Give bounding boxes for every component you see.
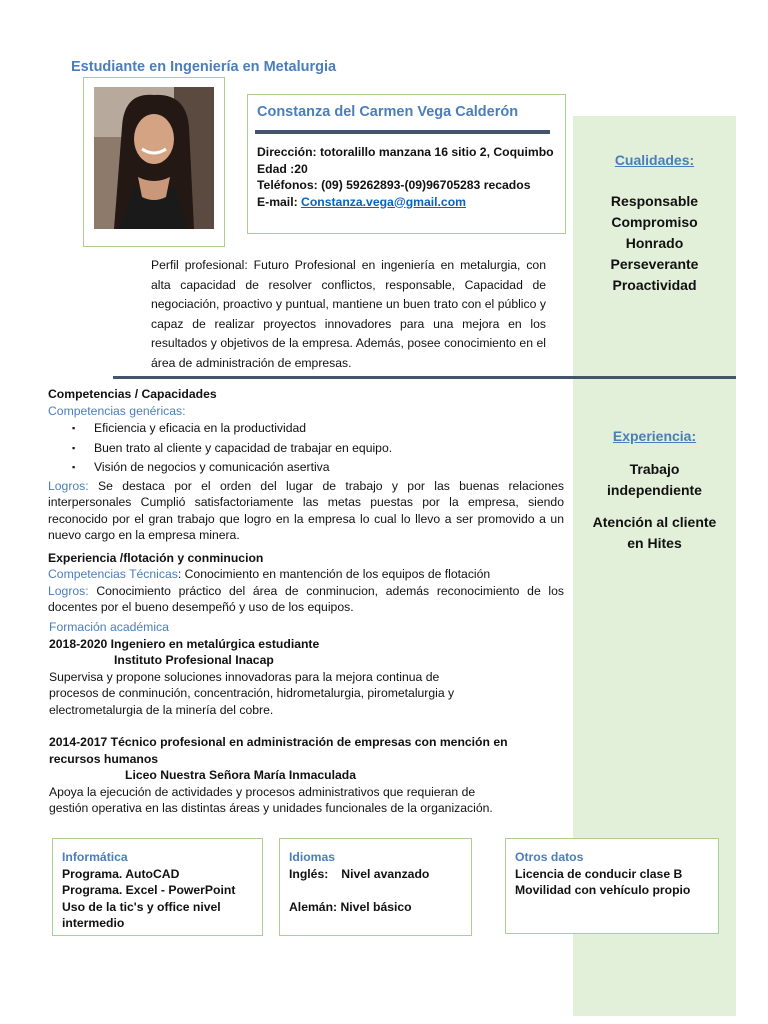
quality-item: Honrado [625,235,684,251]
generic-competencies-title: Competencias genéricas: [48,403,186,418]
education-description: electrometalurgia de la minería del cobre. [49,702,274,717]
informatica-line: Uso de la tic's y office nivel [62,899,221,914]
otros-box [505,838,719,934]
idiomas-box [279,838,472,936]
address: Dirección: totoralillo manzana 16 sitio 2, Coquimbo [257,145,554,159]
generic-competencies-list [48,419,564,478]
technical-competencies: Competencias Técnicas: Conocimiento en mantención de los equipos de flotación [48,567,491,581]
education-title: Formación académica [49,620,169,634]
informatica-line: Programa. AutoCAD [62,866,180,881]
experience-item: Atención al cliente en Hites [592,514,717,551]
otros-line: Movilidad con vehículo propio [515,883,691,897]
achievements-label: Logros: [48,478,89,493]
qualities-title: Cualidades: [614,152,695,168]
list-item: ▪ Visión de negocios y comunicación asertiva [48,458,564,478]
email-row [257,194,554,211]
competencies-section [48,386,564,616]
education-description: procesos de conminución, concentración, hidrometalurgia, pirometalurgia y [49,686,455,700]
education-entry-title: 2014-2017 Técnico profesional en administración de empresas con mención en [49,735,508,749]
informatica-line: intermedio [62,916,125,930]
quality-item: Perseverante [610,256,699,272]
english-row: Inglés: Nivel avanzado [289,866,430,881]
portrait-image [94,87,214,229]
achievements-2: Logros: Conocimiento práctico del área de conminucion, además reconocimiento de los docentes por el bueno desempeñó y uso de los equipos. [48,583,564,614]
achievements: Logros: Se destaca por el orden del lugar de trabajo y por las buenas relaciones interpersonales Cumplió satisfactoriamente las metas puestas por la empresa, siendo reconocido por el gran trabajo que logro en la empresa lo cual lo llevo a ser promovido a un nuevo cargo en la empresa minera. [48,478,564,542]
education-description: Apoya la ejecución de actividades y procesos administrativos que requieran de [49,784,476,799]
name-divider [255,130,550,134]
experience-title: Experiencia: [612,428,697,444]
contact-info [257,144,554,210]
age: Edad :20 [257,161,308,176]
profile-summary: Perfil profesional: Futuro Profesional en ingeniería en metalurgia, con alta capacidad de resolver conflictos, responsable, Capacidad de negociación, proactivo y puntual, mantiene un buen trato con el público y capaz de realizar proyectos innovadores para una mejora en los resultados y objetivos de la empresa. Además, posee conocimiento en el área de administración de empresas. [151,258,546,370]
otros-title: Otros datos [515,850,584,864]
education-section [49,619,569,817]
list-item: ▪ Buen trato al cliente y capacidad de trabajar en equipo. [48,439,564,459]
bullet-icon: ▪ [72,423,76,433]
phones: Teléfonos: (09) 59262893-(09)96705283 recados [257,178,531,192]
informatica-title: Informática [62,850,128,864]
education-description: gestión operativa en las distintas áreas y unidades funcionales de la organización. [49,801,493,815]
german-row: Alemán: Nivel básico [289,899,412,914]
idiomas-title: Idiomas [289,850,336,864]
candidate-name: Constanza del Carmen Vega Calderón [257,104,519,120]
email-label: E-mail: [257,194,302,209]
headline: Estudiante en Ingeniería en Metalurgia [71,59,337,75]
quality-item: Responsable [610,193,699,209]
profile-photo [94,87,214,229]
quality-item: Proactividad [612,277,697,293]
education-institution: Liceo Nuestra Señora María Inmaculada [125,768,356,782]
bullet-icon: ▪ [72,462,76,472]
competencies-title: Competencias / Capacidades [48,387,217,401]
informatica-box [52,838,263,936]
email-link[interactable]: Constanza.vega@gmail.com [301,194,466,209]
section-divider [113,376,736,379]
otros-line: Licencia de conducir clase B [515,866,683,881]
quality-item: Compromiso [611,214,698,230]
education-institution: Instituto Profesional Inacap [114,653,274,667]
experience-item: Trabajo independiente [607,461,702,498]
technical-label: Competencias Técnicas [48,567,178,581]
informatica-line: Programa. Excel - PowerPoint [62,883,236,897]
education-entry-title: recursos humanos [49,751,159,766]
list-item: ▪ Eficiencia y eficacia en la productividad [48,419,564,439]
education-entry-title: 2018-2020 Ingeniero en metalúrgica estudiante [49,636,320,651]
education-description: Supervisa y propone soluciones innovadoras para la mejora continua de [49,669,440,684]
bullet-icon: ▪ [72,442,76,453]
experience-flotation-title: Experiencia /flotación y conminucion [48,550,264,565]
achievements-label-2: Logros: [48,583,89,598]
